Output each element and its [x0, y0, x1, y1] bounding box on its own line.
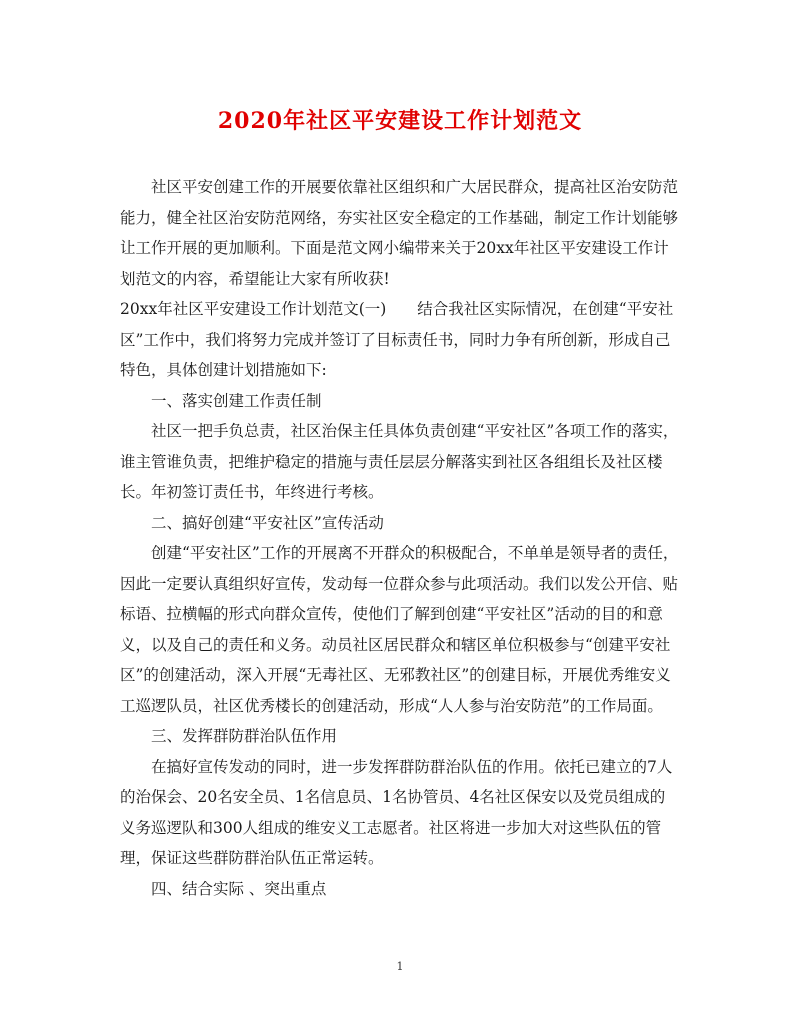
paragraph-2: 创建“平安社区”工作的开展离不开群众的积极配合，不单单是领导者的责任，因此一定要认真组织好宣传，发动每一位群众参与此项活动。我们以发公开信、贴标语、拉横幅的形式向群众宣传，使他们了解到创建“平安社区”活动的目的和意义，以及自己的责任和义务。动员社区居民群众和辖区单位积极参与“创建平安社区”的创建活动，深入开展“无毒社区、无邪教社区”的创建目标，开展优秀维安义工巡逻队员，社区优秀楼长的创建活动，形成“人人参与治安防范”的工作局面。	[120, 544, 679, 715]
section-intro-paragraph: 20xx年社区平安建设工作计划范文(一) 结合我社区实际情况，在创建“平安社区”工作中，我们将努力完成并签订了目标责任书，同时力争有所创新，形成自己特色，具体创建计划措施如下:	[120, 300, 674, 379]
heading-2: 二、搞好创建“平安社区”宣传活动	[151, 513, 384, 532]
paragraph-1: 社区一把手负总责，社区治保主任具体负责创建“平安社区”各项工作的落实，谁主管谁负责，把维护稳定的措施与责任层层分解落实到社区各组组长及社区楼长。年初签订责任书，年终进行考核。	[120, 422, 679, 501]
heading-3: 三、发挥群防群治队伍作用	[151, 727, 338, 745]
paragraph-3: 在搞好宣传发动的同时，进一步发挥群防群治队伍的作用。依托已建立的7人的治保会、20名安全员、1名信息员、1名协管员、4名社区保安以及党员组成的义务巡逻队和300人组成的维安义工志愿者。社区将进一步加大对这些队伍的管理，保证这些群防群治队伍正常运转。	[120, 757, 673, 867]
page-number: 1	[396, 960, 404, 973]
document-body	[120, 172, 680, 904]
heading-1: 一、落实创建工作责任制	[151, 391, 322, 410]
document-title: 2020年社区平安建设工作计划范文	[217, 108, 583, 134]
intro-paragraph: 社区平安创建工作的开展要依靠社区组织和广大居民群众，提高社区治安防范能力，健全社区治安防范网络，夯实社区安全稳定的工作基础，制定工作计划能够让工作开展的更加顺利。下面是范文网小编带来关于20xx年社区平安建设工作计划范文的内容，希望能让大家有所收获!	[120, 178, 679, 288]
heading-4: 四、结合实际 、突出重点	[151, 879, 327, 898]
